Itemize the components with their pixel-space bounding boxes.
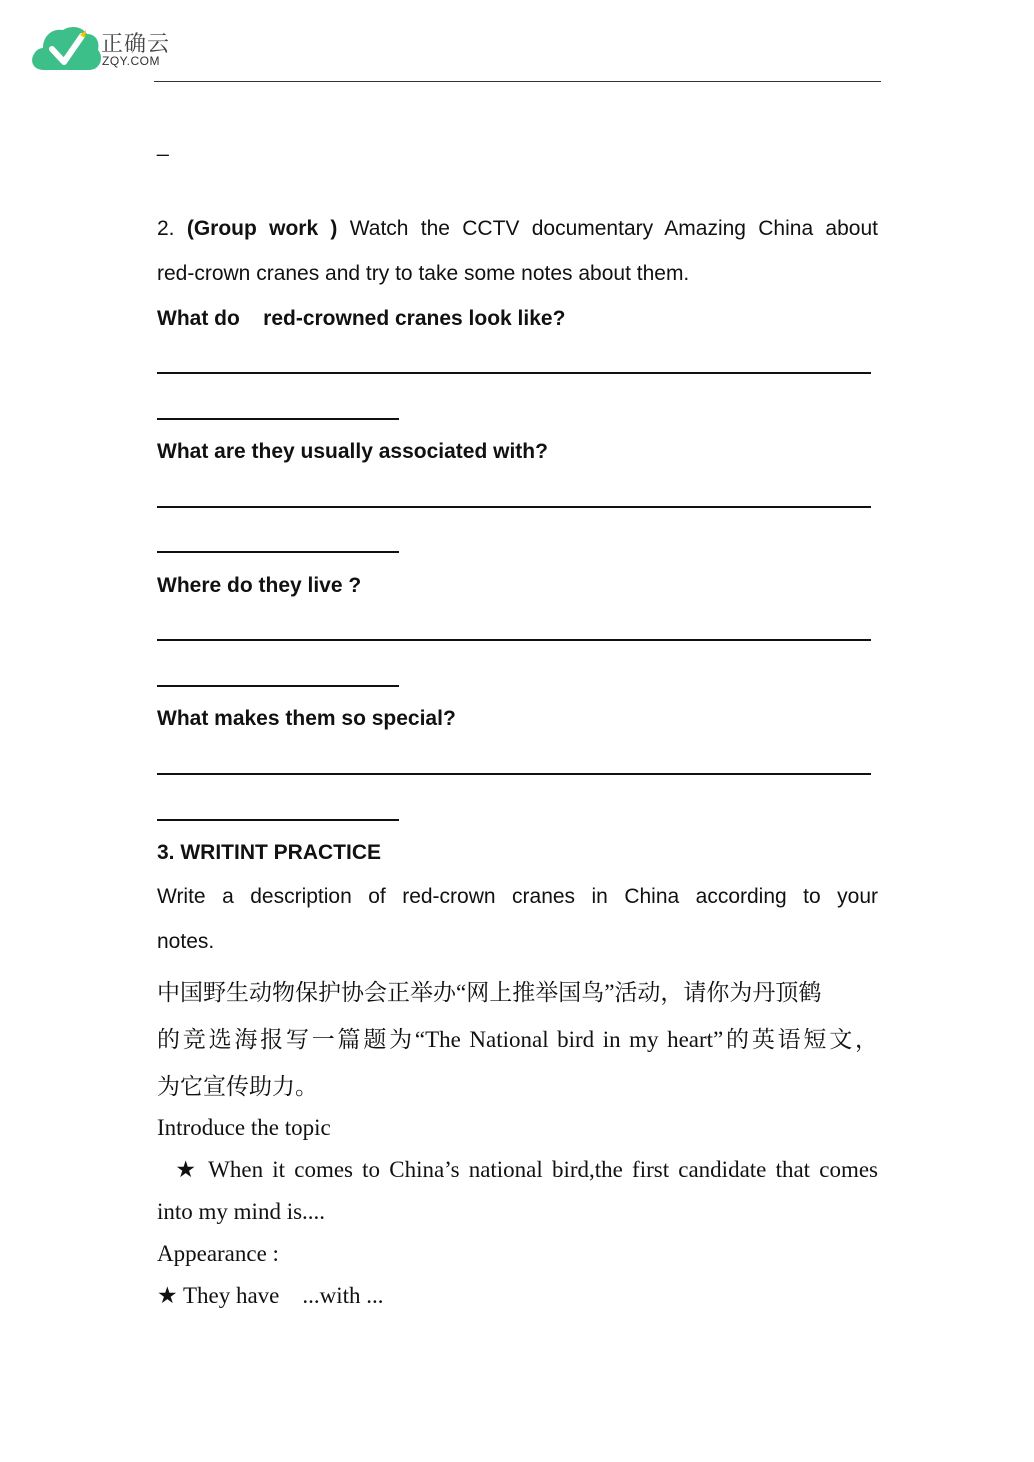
intro-heading: Introduce the topic — [157, 1115, 331, 1140]
answer-line-2a — [157, 506, 871, 508]
header-divider — [154, 81, 881, 82]
question-3: Where do they live ? — [157, 574, 362, 597]
question-2: What are they usually associated with? — [157, 440, 548, 463]
cn-instruction-line2: 的竞选海报写一篇题为“The National bird in my heart”的英语短文， — [157, 1027, 878, 1052]
logo-text-cn: 正确云 — [101, 32, 171, 57]
q2-line2: red-crown cranes and try to take some notes about them. — [157, 262, 690, 285]
q3-heading: 3. WRITINT PRACTICE — [157, 841, 381, 864]
cn-instruction-line1: 中国野生动物保护协会正举办“网上推举国鸟”活动，请你为丹顶鹤 — [157, 980, 822, 1005]
q2-tag: (Group work ) — [186, 217, 338, 240]
q2-number: 2. — [157, 217, 175, 240]
intro-line2: into my mind is.... — [157, 1199, 326, 1224]
answer-line-2b — [157, 551, 399, 553]
stray-dash: _ — [157, 134, 169, 157]
q2-line1-rest: Watch the CCTV documentary Amazing China about — [349, 217, 878, 240]
answer-line-3b — [157, 685, 399, 687]
question-1: What do red-crowned cranes look like? — [157, 307, 566, 330]
answer-line-1b — [157, 418, 399, 420]
q3-instruction-line2: notes. — [157, 930, 215, 953]
answer-line-3a — [157, 639, 871, 641]
intro-line1: ★ When it comes to China’s national bird,the first candidate that comes — [157, 1157, 878, 1182]
answer-line-4a — [157, 773, 871, 775]
appearance-heading: Appearance : — [157, 1241, 279, 1266]
question-4: What makes them so special? — [157, 707, 456, 730]
appearance-line: ★ They have ...with ... — [157, 1283, 384, 1308]
logo-text-en: ZQY.COM — [102, 54, 160, 68]
q3-instruction-line1: Write a description of red-crown cranes in China according to your — [157, 885, 878, 908]
cn-instruction-line3: 为它宣传助力。 — [157, 1074, 318, 1099]
answer-line-4b — [157, 819, 399, 821]
answer-line-1a — [157, 372, 871, 374]
q2-line1 — [157, 217, 878, 241]
